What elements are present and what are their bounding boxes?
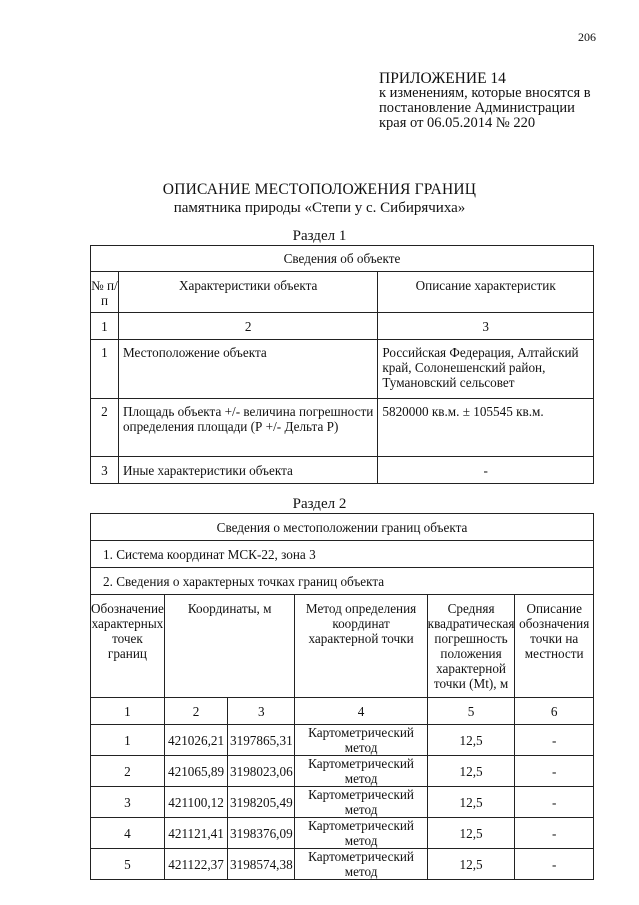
point-method: Картометрический метод [295,818,427,849]
point-mt: 12,5 [427,725,515,756]
point-description: - [515,849,594,880]
point-mt: 12,5 [427,787,515,818]
document-title: ОПИСАНИЕ МЕСТОПОЛОЖЕНИЯ ГРАНИЦ [162,181,477,198]
point-method: Картометрический метод [295,725,427,756]
header-point-description: Описание обозначения точки на местности [515,595,594,698]
point-description: - [515,725,594,756]
table-title: Сведения о местоположении границ объекта [91,514,594,541]
row-description: Российская Федерация, Алтайский край, Солонешенский район, Тумановский сельсовет [378,340,594,399]
appendix-line: края от 06.05.2014 № 220 [379,115,536,131]
row-number: 3 [91,457,119,484]
table-row [91,818,594,849]
point-method: Картометрический метод [295,787,427,818]
row-description: - [378,457,594,484]
header-characteristics: Характеристики объекта [118,272,377,313]
point-description: - [515,818,594,849]
point-x: 421121,41 [164,818,227,849]
point-mt: 12,5 [427,818,515,849]
table-row [91,399,594,457]
point-x: 421026,21 [164,725,227,756]
points-title: 2. Сведения о характерных точках границ объекта [91,568,594,595]
point-y: 3197865,31 [228,725,295,756]
header-coordinates: Координаты, м [164,595,295,698]
column-number: 3 [378,313,594,340]
header-designation: Обозначение характерных точек границ [91,595,165,698]
header-description: Описание характеристик [378,272,594,313]
point-y: 3198574,38 [228,849,295,880]
point-id: 4 [91,818,165,849]
point-method: Картометрический метод [295,849,427,880]
header-error: Средняя квадратическая погрешность положения характерной точки (Mt), м [427,595,515,698]
point-x: 421065,89 [164,756,227,787]
object-info-table [90,245,594,484]
point-y: 3198023,06 [228,756,295,787]
column-number: 1 [91,313,119,340]
row-characteristic: Площадь объекта +/- величина погрешности определения площади (Р +/- Дельта Р) [118,399,377,457]
table-row [91,340,594,399]
row-description: 5820000 кв.м. ± 105545 кв.м. [378,399,594,457]
table-row [91,756,594,787]
table-title: Сведения об объекте [91,246,594,272]
row-number: 1 [91,340,119,399]
point-id: 5 [91,849,165,880]
point-id: 2 [91,756,165,787]
point-id: 1 [91,725,165,756]
table-row [91,787,594,818]
point-x: 421100,12 [164,787,227,818]
appendix-line: постановление Администрации [379,100,575,116]
row-characteristic: Иные характеристики объекта [118,457,377,484]
column-number: 2 [118,313,377,340]
column-number: 1 [91,698,165,725]
header-num: № п/п [91,272,119,313]
boundary-points-table [90,513,594,880]
column-number: 3 [228,698,295,725]
appendix-block [379,71,591,131]
point-mt: 12,5 [427,756,515,787]
section1-heading: Раздел 1 [292,228,347,244]
column-number: 4 [295,698,427,725]
table-row [91,457,594,484]
header-method: Метод определения координат характерной точки [295,595,427,698]
document-subtitle: памятника природы «Степи у с. Сибирячиха» [173,200,466,216]
row-characteristic: Местоположение объекта [118,340,377,399]
section2-heading: Раздел 2 [292,496,347,512]
coordinate-system: 1. Система координат МСК-22, зона 3 [91,541,594,568]
point-id: 3 [91,787,165,818]
column-number: 5 [427,698,515,725]
table-row [91,725,594,756]
point-description: - [515,756,594,787]
page-number: 206 [578,30,596,44]
column-number: 6 [515,698,594,725]
point-method: Картометрический метод [295,756,427,787]
appendix-line: к изменениям, которые вносятся в [379,85,591,101]
point-description: - [515,787,594,818]
point-y: 3198376,09 [228,818,295,849]
column-number: 2 [164,698,227,725]
table-row [91,849,594,880]
point-x: 421122,37 [164,849,227,880]
appendix-title: ПРИЛОЖЕНИЕ 14 [379,70,506,87]
point-y: 3198205,49 [228,787,295,818]
row-number: 2 [91,399,119,457]
point-mt: 12,5 [427,849,515,880]
